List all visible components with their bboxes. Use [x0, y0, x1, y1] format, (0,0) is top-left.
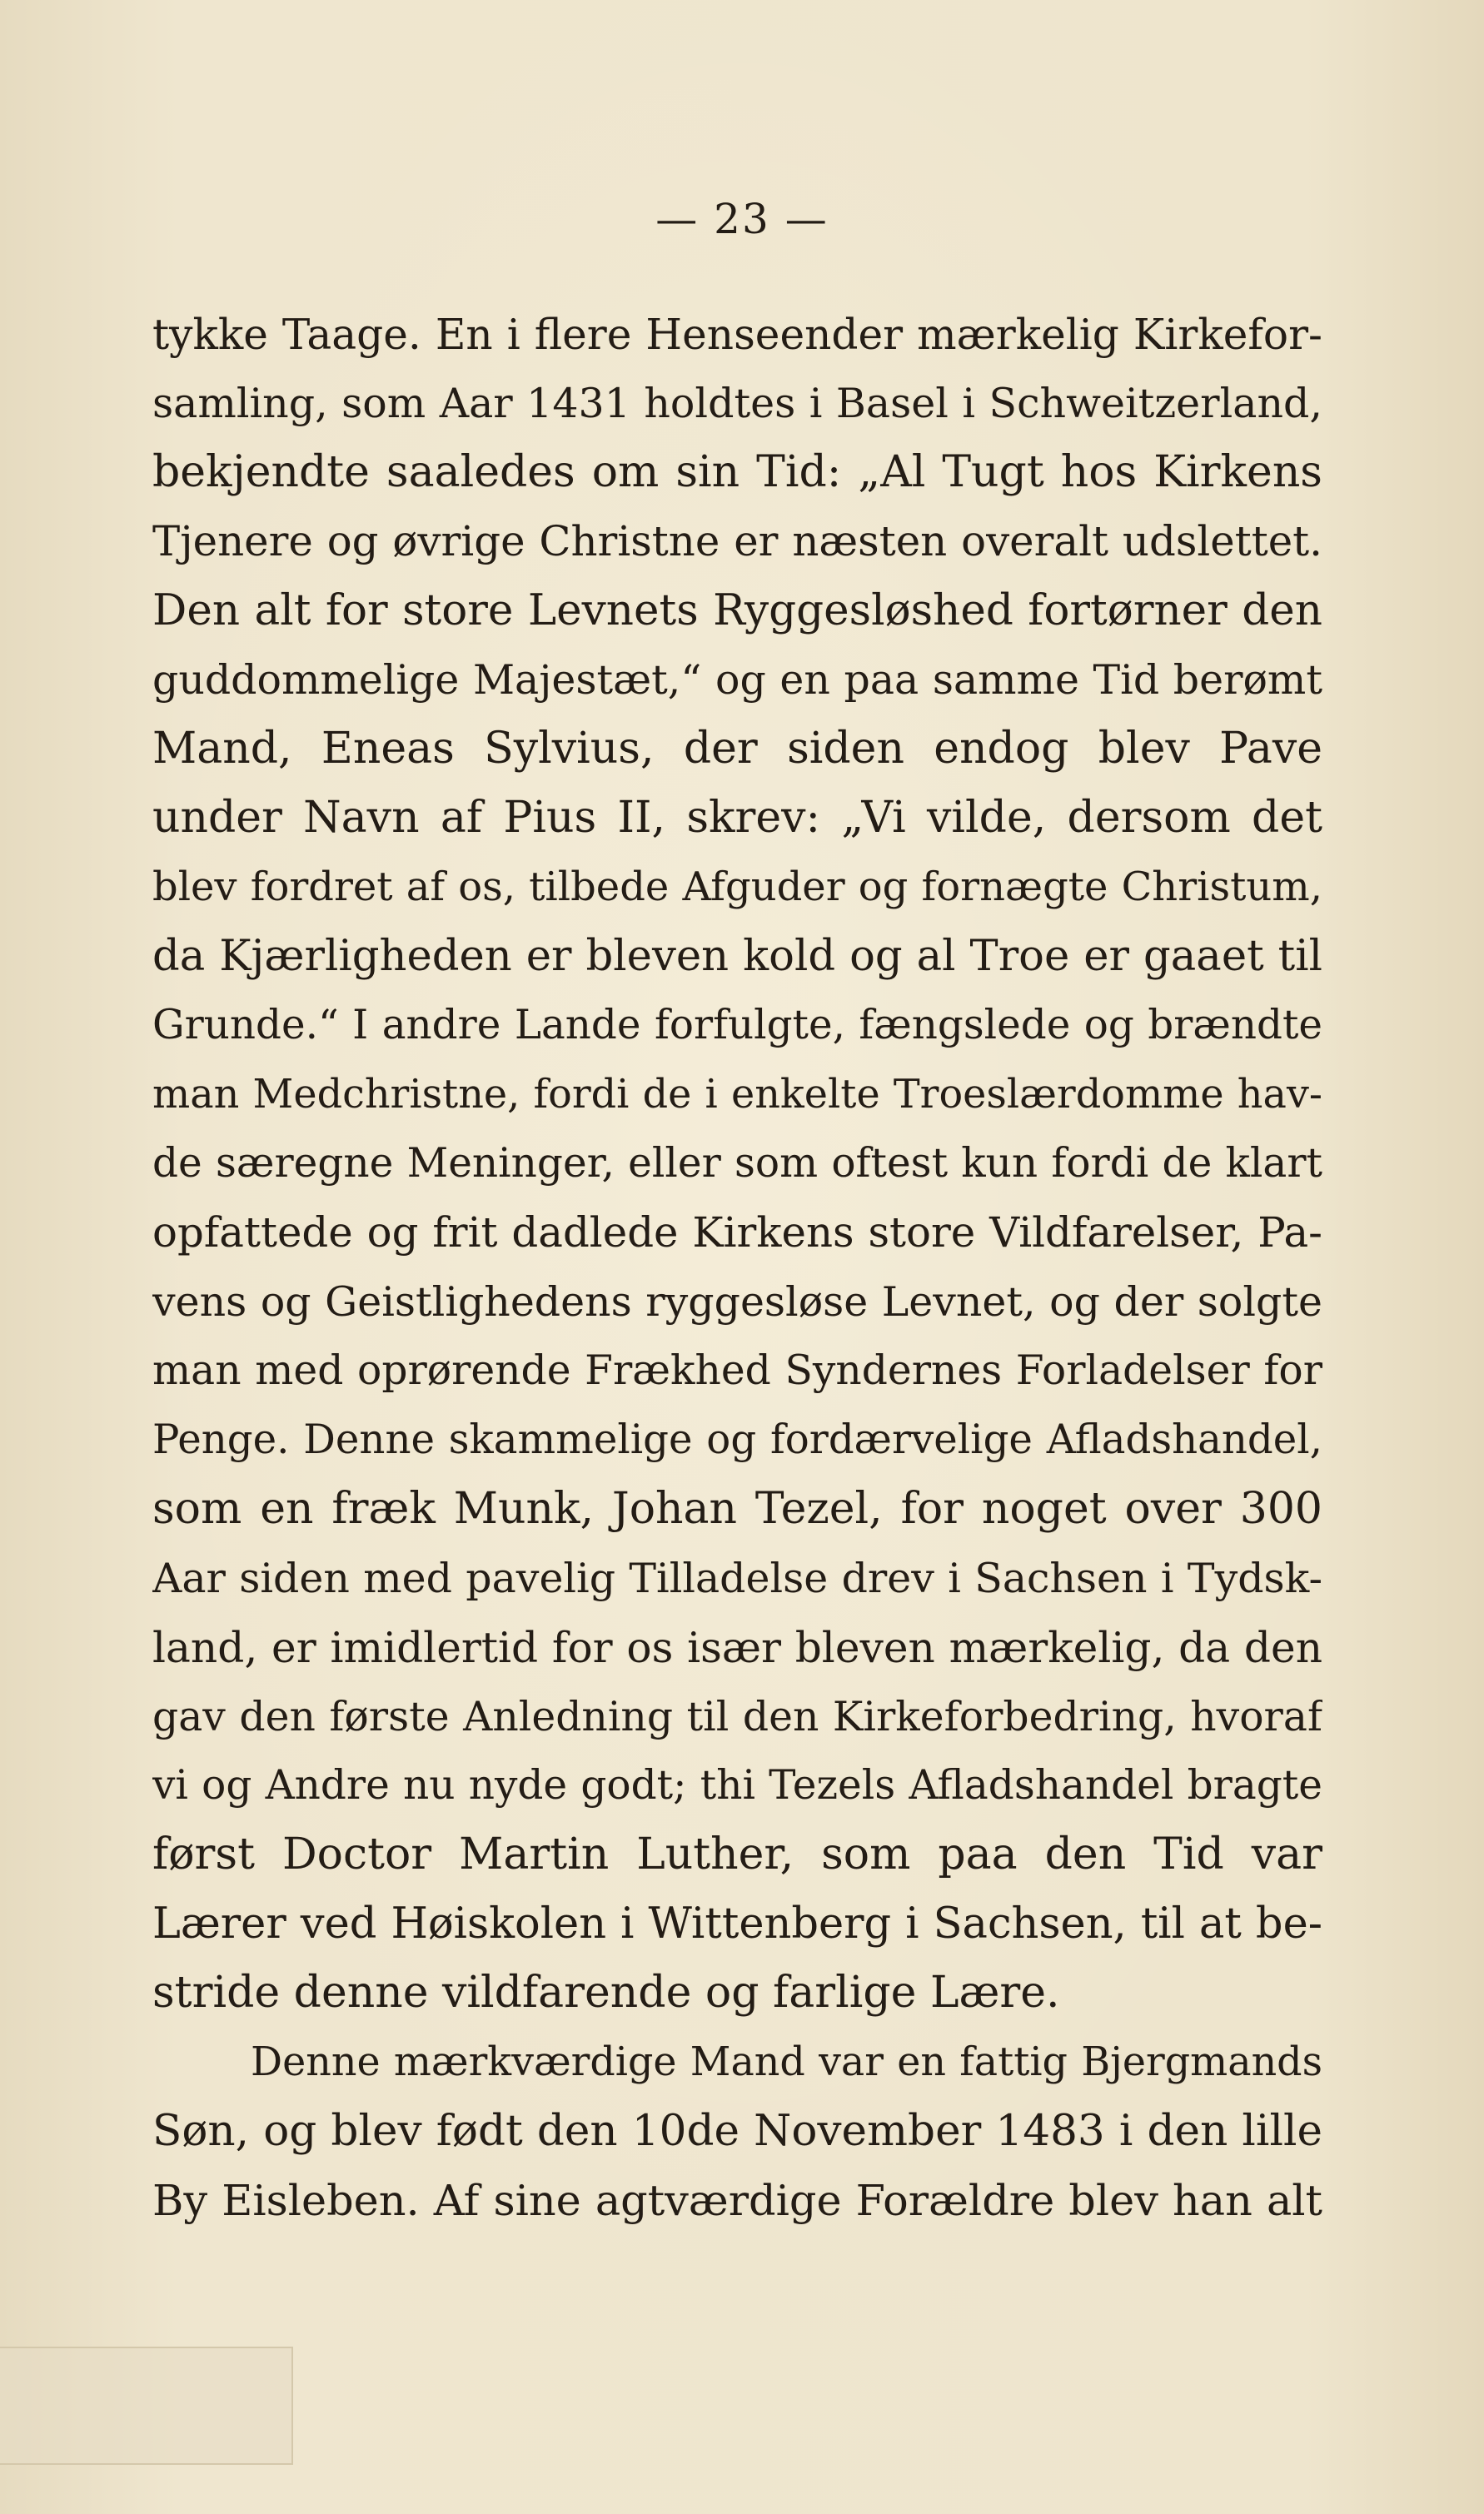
text-line: de særegne Meninger, eller som oftest kun fordi de klart: [152, 1140, 1322, 1187]
text-line: Tjenere og øvrige Christne er næsten overalt udslettet.: [152, 517, 1322, 565]
text-line: Aar siden med pavelig Tilladelse drev i Sachsen i Tydsk-: [152, 1555, 1322, 1602]
text-line: Den alt for store Levnets Ryggesløshed fortørner den: [152, 585, 1322, 635]
text-line: vi og Andre nu nyde godt; thi Tezels Afladshandel bragte: [152, 1762, 1322, 1809]
text-line: land, er imidlertid for os især bleven mærkelig, da den: [152, 1623, 1322, 1672]
text-line: samling, som Aar 1431 holdtes i Basel i Schweitzerland,: [152, 380, 1322, 427]
text-line: man med oprørende Frækhed Syndernes Forladelser for: [152, 1347, 1322, 1394]
text-line: Lærer ved Høiskolen i Wittenberg i Sachsen, til at be-: [152, 1899, 1322, 1949]
text-line: Mand, Eneas Sylvius, der siden endog blev Pave: [152, 724, 1322, 774]
text-line: da Kjærligheden er bleven kold og al Troe er gaaet til: [152, 931, 1322, 981]
text-line: blev fordret af os, tilbede Afguder og fornægte Christum,: [152, 864, 1322, 910]
paragraph-1: [152, 300, 1322, 2028]
text-line: under Navn af Pius II, skrev: „Vi vilde, dersom det: [152, 793, 1322, 843]
text-line: som en fræk Munk, Johan Tezel, for noget over 300: [152, 1484, 1322, 1534]
text-line: guddommelige Majestæt,“ og en paa samme Tid berømt: [152, 656, 1322, 704]
text-line: bekjendte saaledes om sin Tid: „Al Tugt hos Kirkens: [152, 447, 1322, 497]
page-number: — 23 —: [655, 195, 829, 243]
text-line: vens og Geistlighedens ryggesløse Levnet, og der solgte: [152, 1278, 1322, 1326]
body-text: [152, 300, 1322, 2235]
library-stamp-mark: [0, 2347, 293, 2465]
paragraph-2: [152, 2028, 1322, 2235]
text-line: først Doctor Martin Luther, som paa den Tid var: [152, 1829, 1322, 1879]
text-line: Penge. Denne skammelige og fordærvelige Afladshandel,: [152, 1416, 1322, 1463]
text-line: By Eisleben. Af sine agtværdige Forældre blev han alt: [152, 2176, 1322, 2225]
text-line: stride denne vildfarende og farlige Lære.: [152, 1968, 1060, 2018]
text-line: Denne mærkværdige Mand var en fattig Bjergmands: [251, 2039, 1322, 2085]
text-line: Søn, og blev født den 10de November 1483 i den lille: [152, 2106, 1322, 2156]
text-line: tykke Taage. En i flere Henseender mærkelig Kirkefor-: [152, 310, 1322, 359]
text-line: gav den første Anledning til den Kirkeforbedring, hvoraf: [152, 1693, 1322, 1740]
text-line: man Medchristne, fordi de i enkelte Troeslærdomme hav-: [152, 1072, 1322, 1118]
text-line: opfattede og frit dadlede Kirkens store Vildfarelser, Pa-: [152, 1208, 1322, 1257]
text-line: Grunde.“ I andre Lande forfulgte, fængslede og brændte: [152, 1002, 1322, 1048]
